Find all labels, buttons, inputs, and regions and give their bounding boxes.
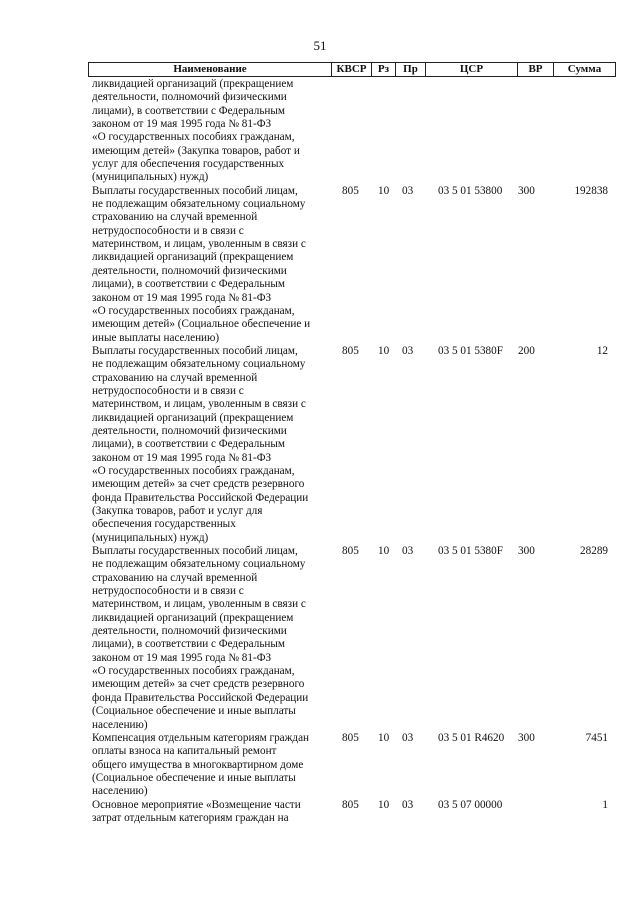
row-name-line: обеспечения государственных: [92, 518, 236, 531]
cell-sum: 7451: [585, 731, 608, 744]
row-name-line: оплаты взноса на капитальный ремонт: [92, 745, 277, 758]
cell-rz: 10: [378, 184, 390, 197]
row-name-line: ликвидацией организаций (прекращением: [92, 611, 294, 624]
table-row: [92, 185, 618, 345]
cell-pr: 03: [402, 545, 414, 558]
row-name-line: не подлежащим обязательному социальному: [92, 558, 306, 571]
page-number: 51: [313, 38, 327, 53]
cell-sum: 192838: [574, 184, 608, 197]
row-name-line: населению): [92, 718, 148, 731]
table-row: [92, 78, 618, 185]
cell-vr: 300: [518, 545, 535, 558]
row-name-line: фонда Правительства Российской Федерации: [92, 491, 309, 504]
cell-pr: 03: [402, 798, 414, 811]
row-name-line: нетрудоспособности и в связи с: [92, 384, 244, 397]
cell-csr: 03 5 01 5380F: [438, 344, 503, 357]
row-name-line: (Закупка товаров, работ и услуг для: [92, 505, 263, 517]
cell-kvsr: 805: [342, 344, 359, 357]
row-name-line: Компенсация отдельным категориям граждан: [92, 731, 310, 744]
row-name-line: деятельности, полномочий физическими: [92, 625, 287, 638]
table-row: [92, 545, 618, 732]
row-name-line: иные выплаты населению): [92, 331, 220, 344]
header-vr: ВР: [517, 63, 553, 76]
row-name-line: законом от 19 мая 1995 года № 81-ФЗ: [92, 118, 272, 131]
table-row: [92, 345, 618, 545]
row-name-line: лицами), в соответствии с Федеральным: [92, 438, 286, 451]
cell-vr: 200: [518, 344, 535, 357]
header-csr: ЦСР: [425, 63, 517, 76]
row-name-line: ликвидацией организаций (прекращением: [92, 411, 294, 424]
row-name-line: Выплаты государственных пособий лицам,: [92, 545, 298, 558]
row-name: [92, 345, 332, 545]
row-name-line: Выплаты государственных пособий лицам,: [92, 344, 298, 357]
row-name-line: законом от 19 мая 1995 года № 81-ФЗ: [92, 291, 272, 304]
table-row: [92, 732, 618, 799]
header-kvsr: КВСР: [331, 63, 371, 76]
table-header: [88, 62, 616, 77]
row-name-line: общего имущества в многоквартирном доме: [92, 758, 304, 771]
cell-pr: 03: [402, 731, 414, 744]
row-name: [92, 732, 332, 799]
row-name-line: (Социальное обеспечение и иные выплаты: [92, 705, 296, 718]
cell-pr: 03: [402, 344, 414, 357]
cell-rz: 10: [378, 798, 390, 811]
cell-sum: 1: [602, 798, 608, 811]
row-name-line: (Социальное обеспечение и иные выплаты: [92, 771, 296, 784]
header-name: Наименование: [173, 63, 247, 75]
row-name-line: имеющим детей» (Социальное обеспечение и: [92, 318, 311, 331]
table-row: [92, 799, 618, 826]
cell-pr: 03: [402, 184, 414, 197]
row-name-line: имеющим детей» за счет средств резервного: [92, 478, 305, 491]
row-name-line: страхованию на случай временной: [92, 371, 258, 384]
row-name-line: деятельности, полномочий физическими: [92, 424, 287, 437]
cell-vr: 300: [518, 184, 535, 197]
row-name-line: имеющим детей» (Закупка товаров, работ и: [92, 144, 300, 157]
cell-csr: 03 5 01 5380F: [438, 545, 503, 558]
cell-csr: 03 5 01 53800: [438, 184, 503, 197]
row-name-line: (муниципальных) нужд): [92, 171, 209, 184]
header-pr: Пр: [395, 63, 425, 76]
row-name-line: не подлежащим обязательному социальному: [92, 198, 306, 211]
cell-sum: 12: [596, 344, 608, 357]
row-name: [92, 78, 332, 185]
row-name-line: деятельности, полномочий физическими: [92, 264, 287, 277]
row-name-line: лицами), в соответствии с Федеральным: [92, 278, 286, 291]
row-name-line: (муниципальных) нужд): [92, 531, 209, 544]
cell-kvsr: 805: [342, 731, 359, 744]
header-sum: Сумма: [553, 63, 615, 76]
cell-rz: 10: [378, 731, 390, 744]
cell-kvsr: 805: [342, 545, 359, 558]
cell-vr: 300: [518, 731, 535, 744]
header-rz: Рз: [371, 63, 395, 76]
row-name-line: «О государственных пособиях гражданам,: [92, 665, 295, 678]
row-name-line: страхованию на случай временной: [92, 571, 258, 584]
row-name-line: материнством, и лицам, уволенным в связи с: [92, 238, 306, 251]
row-name-line: не подлежащим обязательному социальному: [92, 358, 306, 371]
row-name-line: имеющим детей» за счет средств резервного: [92, 678, 305, 691]
row-name: [92, 185, 332, 345]
cell-rz: 10: [378, 344, 390, 357]
row-name-line: лицами), в соответствии с Федеральным: [92, 638, 286, 651]
row-name-line: «О государственных пособиях гражданам,: [92, 131, 295, 144]
cell-kvsr: 805: [342, 798, 359, 811]
row-name: [92, 799, 332, 826]
row-name-line: фонда Правительства Российской Федерации: [92, 691, 309, 704]
row-name-line: ликвидацией организаций (прекращением: [92, 251, 294, 264]
row-name-line: «О государственных пособиях гражданам,: [92, 304, 295, 317]
cell-csr: 03 5 01 R4620: [438, 731, 505, 744]
row-name-line: «О государственных пособиях гражданам,: [92, 464, 295, 477]
cell-csr: 03 5 07 00000: [438, 798, 503, 811]
row-name-line: страхованию на случай временной: [92, 211, 258, 224]
row-name-line: законом от 19 мая 1995 года № 81-ФЗ: [92, 451, 272, 464]
row-name-line: услуг для обеспечения государственных: [92, 158, 285, 171]
table-body: [92, 78, 618, 825]
row-name-line: материнством, и лицам, уволенным в связи с: [92, 398, 306, 411]
row-name-line: материнством, и лицам, уволенным в связи с: [92, 598, 306, 611]
row-name-line: населению): [92, 785, 148, 798]
row-name: [92, 545, 332, 732]
cell-sum: 28289: [580, 545, 608, 558]
cell-kvsr: 805: [342, 184, 359, 197]
row-name-line: нетрудоспособности и в связи с: [92, 585, 244, 598]
row-name-line: Выплаты государственных пособий лицам,: [92, 184, 298, 197]
row-name-line: лицами), в соответствии с Федеральным: [92, 104, 286, 117]
row-name-line: нетрудоспособности и в связи с: [92, 224, 244, 237]
row-name-line: затрат отдельным категориям граждан на: [92, 811, 289, 824]
row-name-line: ликвидацией организаций (прекращением: [92, 78, 294, 90]
row-name-line: деятельности, полномочий физическими: [92, 91, 287, 104]
row-name-line: Основное мероприятие «Возмещение части: [92, 798, 301, 811]
row-name-line: законом от 19 мая 1995 года № 81-ФЗ: [92, 651, 272, 664]
cell-rz: 10: [378, 545, 390, 558]
